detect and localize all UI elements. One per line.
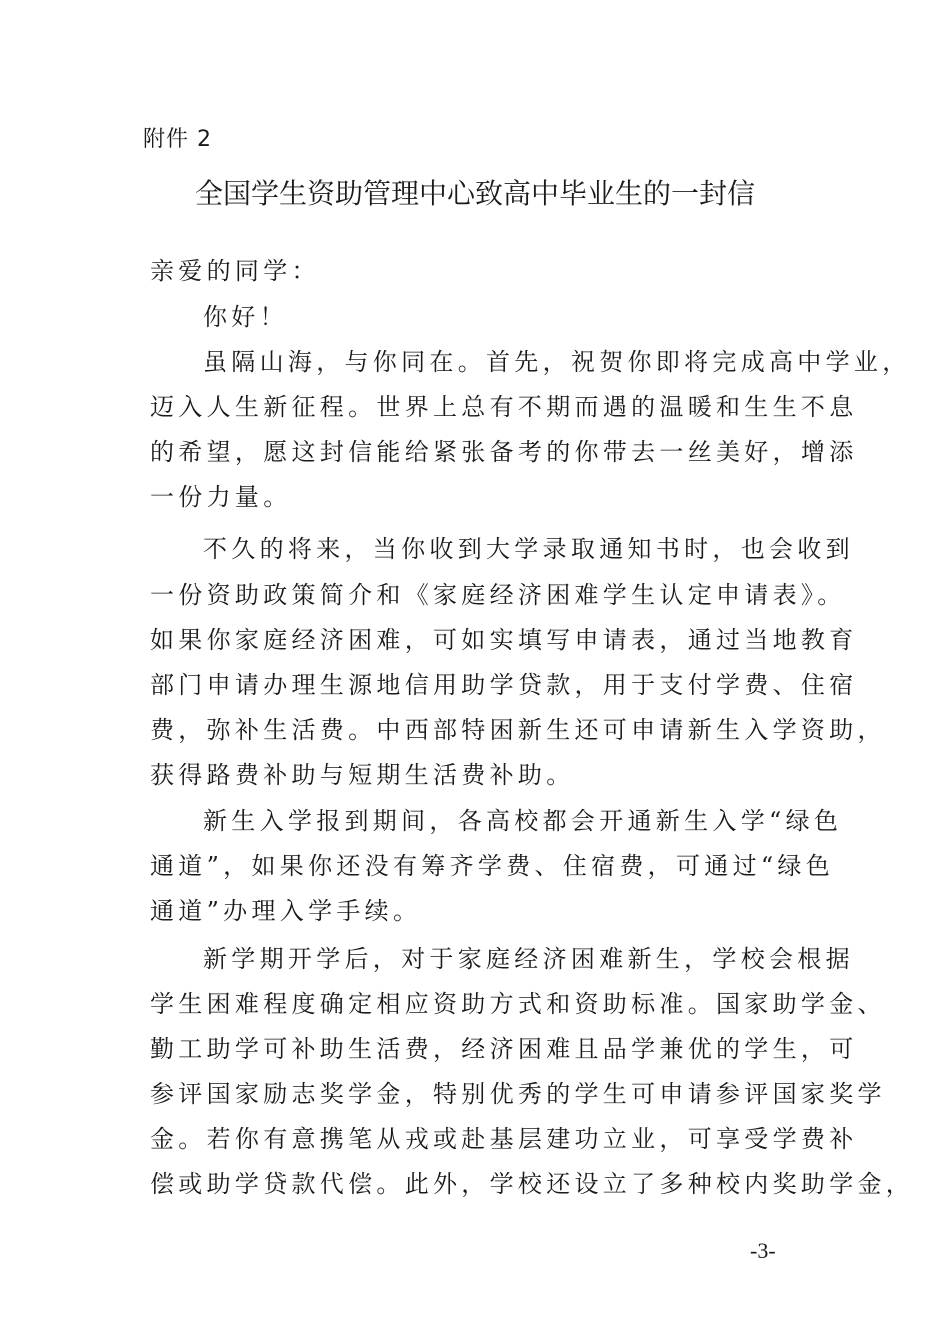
text-line: 一份力量。 [150,483,292,511]
letter-title: 全国学生资助管理中心致高中毕业生的一封信 [194,177,755,210]
text-line: 参评国家励志奖学金，特别优秀的学生可申请参评国家奖学 [150,1080,886,1108]
text-line: 的希望，愿这封信能给紧张备考的你带去一丝美好，增添 [150,438,858,466]
text-line: 通道”办理入学手续。 [150,897,422,925]
text-line: 亲爱的同学： [150,257,320,285]
attachment-label: 附件 2 [143,127,212,152]
text-line: 偿或助学贷款代偿。此外，学校还设立了多种校内奖助学金， [150,1170,915,1198]
text-line: 你好！ [203,303,288,331]
text-line: 金。若你有意携笔从戎或赴基层建功立业，可享受学费补 [150,1125,858,1153]
text-line: 如果你家庭经济困难，可如实填写申请表，通过当地教育 [150,626,858,654]
text-line: 新生入学报到期间，各高校都会开通新生入学“绿色 [203,807,843,835]
text-line: 新学期开学后，对于家庭经济困难新生，学校会根据 [203,945,854,973]
text-line: 不久的将来，当你收到大学录取通知书时，也会收到 [203,535,854,563]
text-line: 虽隔山海，与你同在。首先，祝贺你即将完成高中学业， [203,348,911,376]
text-line: 部门申请办理生源地信用助学贷款，用于支付学费、住宿 [150,671,858,699]
text-line: 通道”，如果你还没有筹齐学费、住宿费，可通过“绿色 [150,852,835,880]
text-line: 勤工助学可补助生活费，经济困难且品学兼优的学生，可 [150,1035,858,1063]
text-line: 迈入人生新征程。世界上总有不期而遇的温暖和生生不息 [150,393,858,421]
text-line: 获得路费补助与短期生活费补助。 [150,761,575,789]
text-line: 费，弥补生活费。中西部特困新生还可申请新生入学资助， [150,716,886,744]
page-number: -3- [750,1238,776,1263]
text-line: 学生困难程度确定相应资助方式和资助标准。国家助学金、 [150,990,886,1018]
text-line: 一份资助政策简介和《家庭经济困难学生认定申请表》。 [150,581,846,609]
